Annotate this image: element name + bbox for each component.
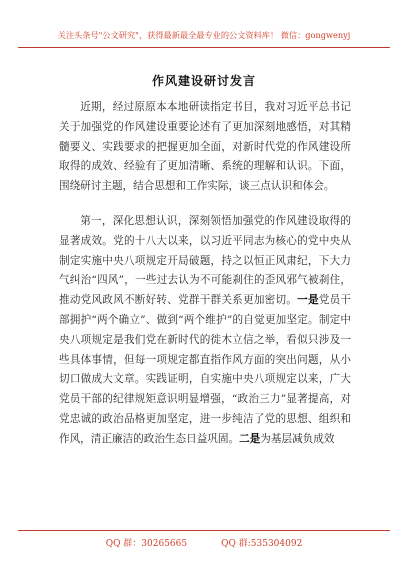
footer-qq-group-2: QQ 群:535304092	[221, 539, 303, 549]
footer-divider	[18, 530, 390, 531]
footer-qq-group-1: QQ 群：30265665	[105, 539, 188, 549]
header-banner: 关注头条号"公文研究"，获得最新最全最专业的公文资料库！ 微信：gongwenyj	[57, 30, 351, 40]
paragraph-first-point-text: 第一，深化思想认识，深刻领悟加强党的作风建设取得的显著成效。党的十八大以来，以习近平同志为核心的党中央从制定实施中央八项规定开局破题，持之以恒正风肃纪，下大力气纠治“四风”，一些过去认为不可能刹住的歪风邪气被刹住，推动党风政风不断好转、党群干群关系更加密切。	[59, 214, 351, 307]
header-divider	[18, 47, 390, 48]
document-body	[59, 98, 351, 450]
document-title: 作风建设研讨发言	[151, 74, 256, 88]
point-two-text: 为基层减负成效	[260, 432, 335, 445]
paragraph-intro: 近期，经过原原本本地研读指定书目，我对习近平总书记关于加强党的作风建设重要论述有了更加深刻地感悟，对其精髓要义、实践要求的把握更加全面，对新时代党的作风建设所取得的成效、经验有了更加清晰、系统的理解和认识。下面，围绕研讨主题，结合思想和工作实际，谈三点认识和体会。	[59, 101, 351, 193]
footer	[0, 536, 408, 549]
point-one-text: 党员干部拥护“两个确立”、做到“两个维护”的自觉更加坚定。制定中央八项规定是我们党在新时代的徙木立信之举，看似只涉及一些具体事情，但每一项规定都直指作风方面的突出问题，从小切口做成大文章。实践证明，自实施中央八项规定以来，广大党员干部的纪律规矩意识明显增强，“政治三力”显著提高，对党忠诚的政治品格更加坚定，进一步纯洁了党的思想、组织和作风，清正廉洁的政治生态日益巩固。	[59, 294, 352, 445]
point-marker-two: 二是	[239, 432, 261, 445]
point-marker-one: 一是	[297, 294, 319, 307]
paragraph-first-point	[59, 212, 351, 450]
